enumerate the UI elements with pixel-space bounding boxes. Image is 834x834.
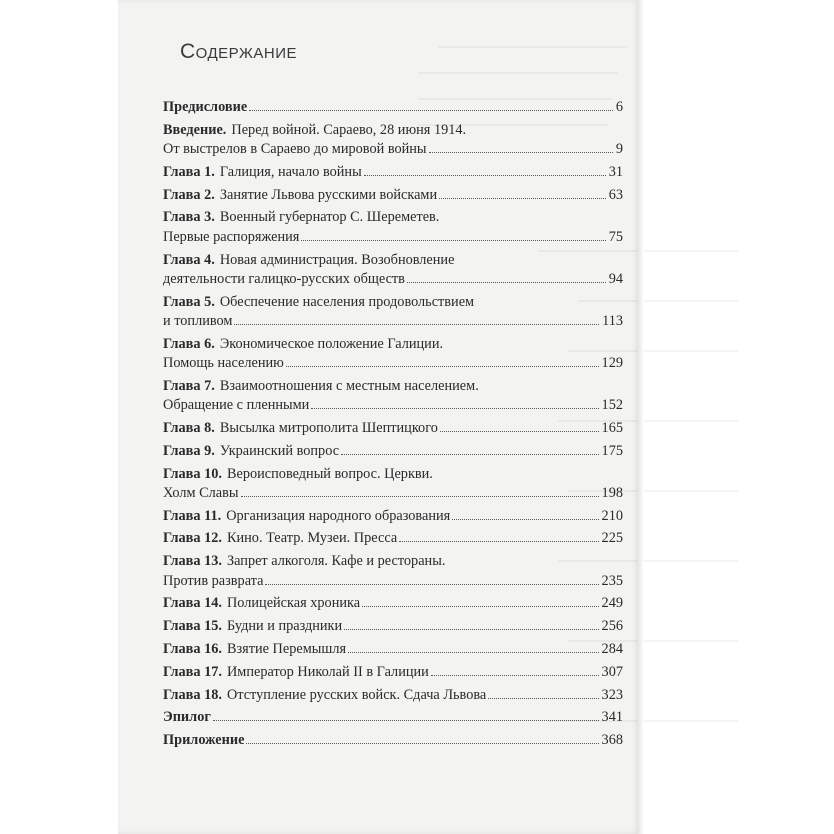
toc-entry-title-continued: Против разврата (163, 572, 264, 589)
toc-page-number: 63 (608, 186, 623, 203)
toc-entry-label: Приложение (163, 732, 245, 749)
toc-entry (163, 121, 623, 160)
toc-entry-title: Галиция, начало войны (219, 163, 362, 180)
dot-leader (246, 732, 598, 744)
toc-entry (163, 186, 623, 205)
toc-entry-title: Украинский вопрос (219, 442, 340, 459)
toc-entry-title-continued: Обращение с пленными (163, 397, 310, 414)
toc-entry-line (163, 484, 623, 503)
toc-page-number: 284 (601, 640, 623, 657)
toc-entry-label: Глава 1. (163, 163, 215, 180)
dot-leader (407, 271, 606, 283)
toc-entry-line (163, 251, 623, 270)
toc-entry-title: Будни и праздники (226, 618, 343, 635)
toc-entry-title: Полицейская хроника (226, 595, 361, 612)
toc-entry-title: Вероисповедный вопрос. Церкви. (226, 465, 433, 482)
toc-page-number: 235 (601, 572, 623, 589)
toc-entry-line (163, 552, 623, 571)
dot-leader (452, 508, 598, 520)
toc-entry (163, 163, 623, 182)
toc-entry (163, 293, 623, 332)
toc-page-number: 198 (601, 484, 623, 501)
toc-entry-label: Глава 2. (163, 186, 215, 203)
toc-entry-line (163, 594, 623, 613)
toc-entry-label: Глава 11. (163, 507, 222, 524)
toc-entry-line (163, 293, 623, 312)
toc-entry-title: Запрет алкоголя. Кафе и рестораны. (226, 553, 446, 570)
toc-entry-label: Глава 3. (163, 209, 215, 226)
toc-page-number: 94 (608, 270, 623, 287)
toc-entry (163, 686, 623, 705)
toc-entry (163, 552, 623, 591)
toc-entry-label: Глава 12. (163, 530, 222, 547)
toc-entry-line (163, 617, 623, 636)
toc-entry-title-continued: Холм Славы (163, 484, 239, 501)
toc-entry (163, 377, 623, 416)
toc-entry-line (163, 312, 623, 331)
toc-entry-line (163, 731, 623, 750)
toc-page-number: 113 (602, 312, 623, 329)
dot-leader (439, 187, 606, 199)
toc-entry-line (163, 377, 623, 396)
toc-page-number: 341 (601, 709, 623, 726)
toc-entry-title-continued: деятельности галицко-русских обществ (163, 270, 405, 287)
toc-entry-line (163, 640, 623, 659)
toc-entry (163, 98, 623, 117)
toc-entry-line (163, 186, 623, 205)
toc-page-number: 210 (601, 507, 623, 524)
toc-entry-title-continued: и топливом (163, 312, 233, 329)
toc-entry-title: Организация народного образования (226, 507, 451, 524)
dot-leader (265, 573, 598, 585)
toc-entry (163, 251, 623, 290)
toc-page-number: 368 (601, 732, 623, 749)
toc-entry-line (163, 572, 623, 591)
toc-entry-line (163, 507, 623, 526)
dot-leader (362, 596, 598, 608)
dot-leader (286, 355, 599, 367)
dot-leader (213, 710, 599, 722)
toc-entry-title: Взаимоотношения с местным населением. (219, 377, 479, 394)
dot-leader (311, 397, 598, 409)
toc-entry-title: Занятие Львова русскими войсками (219, 186, 438, 203)
toc-entry-label: Глава 16. (163, 640, 222, 657)
toc-entry (163, 208, 623, 247)
toc-entry-title: Перед войной. Сараево, 28 июня 1914. (231, 121, 467, 138)
toc-entry (163, 663, 623, 682)
toc-entry-title: Обеспечение населения продовольствием (219, 293, 475, 310)
toc-entry (163, 617, 623, 636)
toc-entry (163, 731, 623, 750)
toc-entry-line (163, 335, 623, 354)
toc-entry-title: Новая администрация. Возобновление (219, 251, 455, 268)
toc-entry-title: Экономическое положение Галиции. (219, 335, 444, 352)
toc-entry (163, 419, 623, 438)
dot-leader (429, 141, 613, 153)
toc-entry-title: Отступление русских войск. Сдача Львова (226, 686, 487, 703)
toc-page-number: 31 (608, 163, 623, 180)
toc-entry (163, 507, 623, 526)
toc-entry-line (163, 208, 623, 227)
toc-page-number: 129 (601, 355, 623, 372)
toc-entry-title-continued: Первые распоряжения (163, 228, 300, 245)
toc-entry-line (163, 419, 623, 438)
dot-leader (488, 687, 598, 699)
toc-entry-label: Глава 18. (163, 686, 222, 703)
toc-entry-line (163, 529, 623, 548)
toc-page-number: 323 (601, 686, 623, 703)
toc-entry-label: Глава 5. (163, 293, 215, 310)
dot-leader (440, 420, 599, 432)
dot-leader (344, 618, 598, 630)
toc-entry-label: Глава 14. (163, 595, 222, 612)
toc-page-number: 256 (601, 618, 623, 635)
toc-entry-line (163, 396, 623, 415)
table-of-contents (163, 98, 623, 754)
toc-entry-line (163, 354, 623, 373)
toc-entry (163, 442, 623, 461)
toc-entry (163, 465, 623, 504)
toc-entry-line (163, 686, 623, 705)
dot-leader (431, 664, 599, 676)
toc-entry-title: Высылка митрополита Шептицкого (219, 419, 438, 436)
toc-entry-line (163, 121, 623, 140)
toc-entry-title: Император Николай II в Галиции (226, 663, 429, 680)
toc-entry-label: Глава 13. (163, 553, 222, 570)
toc-page-number: 165 (601, 419, 623, 436)
toc-entry (163, 335, 623, 374)
dot-leader (241, 485, 599, 497)
toc-entry-label: Предисловие (163, 99, 248, 115)
toc-entry-title-continued: Помощь населению (163, 355, 284, 372)
dot-leader (234, 313, 599, 325)
toc-entry-line (163, 708, 623, 727)
toc-entry-label: Глава 6. (163, 335, 215, 352)
toc-entry-line (163, 98, 623, 117)
toc-entry-line (163, 442, 623, 461)
toc-page-number: 175 (601, 442, 623, 459)
toc-entry-label: Эпилог (163, 709, 211, 726)
toc-entry (163, 640, 623, 659)
toc-entry-label: Глава 10. (163, 465, 222, 482)
toc-entry-line (163, 228, 623, 247)
toc-entry-label: Глава 15. (163, 618, 222, 635)
toc-entry-line (163, 270, 623, 289)
toc-page-number: 307 (601, 663, 623, 680)
toc-entry-label: Глава 9. (163, 442, 215, 459)
toc-entry-line (163, 140, 623, 159)
toc-entry-line (163, 465, 623, 484)
toc-entry-label: Введение. (163, 121, 227, 138)
toc-entry-label: Глава 7. (163, 377, 215, 394)
dot-leader (301, 229, 605, 241)
toc-entry-line (163, 663, 623, 682)
toc-entry-title: Кино. Театр. Музеи. Пресса (226, 530, 398, 547)
toc-page-number: 152 (601, 397, 623, 414)
dot-leader (399, 531, 598, 543)
dot-leader (249, 99, 613, 111)
dot-leader (348, 641, 598, 653)
page-title: Содержание (180, 40, 297, 63)
toc-entry-line (163, 163, 623, 182)
toc-entry-label: Глава 4. (163, 251, 215, 268)
page-edge (638, 0, 644, 834)
toc-entry (163, 708, 623, 727)
toc-entry-title: Военный губернатор С. Шереметев. (219, 209, 440, 226)
toc-entry (163, 529, 623, 548)
toc-page-number: 75 (608, 228, 623, 245)
toc-entry (163, 594, 623, 613)
dot-leader (364, 164, 606, 176)
dot-leader (341, 443, 598, 455)
toc-page-number: 9 (615, 141, 623, 158)
toc-page-number: 225 (601, 530, 623, 547)
toc-entry-label: Глава 17. (163, 663, 222, 680)
toc-entry-title: Взятие Перемышля (226, 640, 347, 657)
toc-page-number: 249 (601, 595, 623, 612)
toc-entry-title-continued: От выстрелов в Сараево до мировой войны (163, 141, 427, 158)
toc-page-number: 6 (615, 99, 623, 115)
toc-entry-label: Глава 8. (163, 419, 215, 436)
